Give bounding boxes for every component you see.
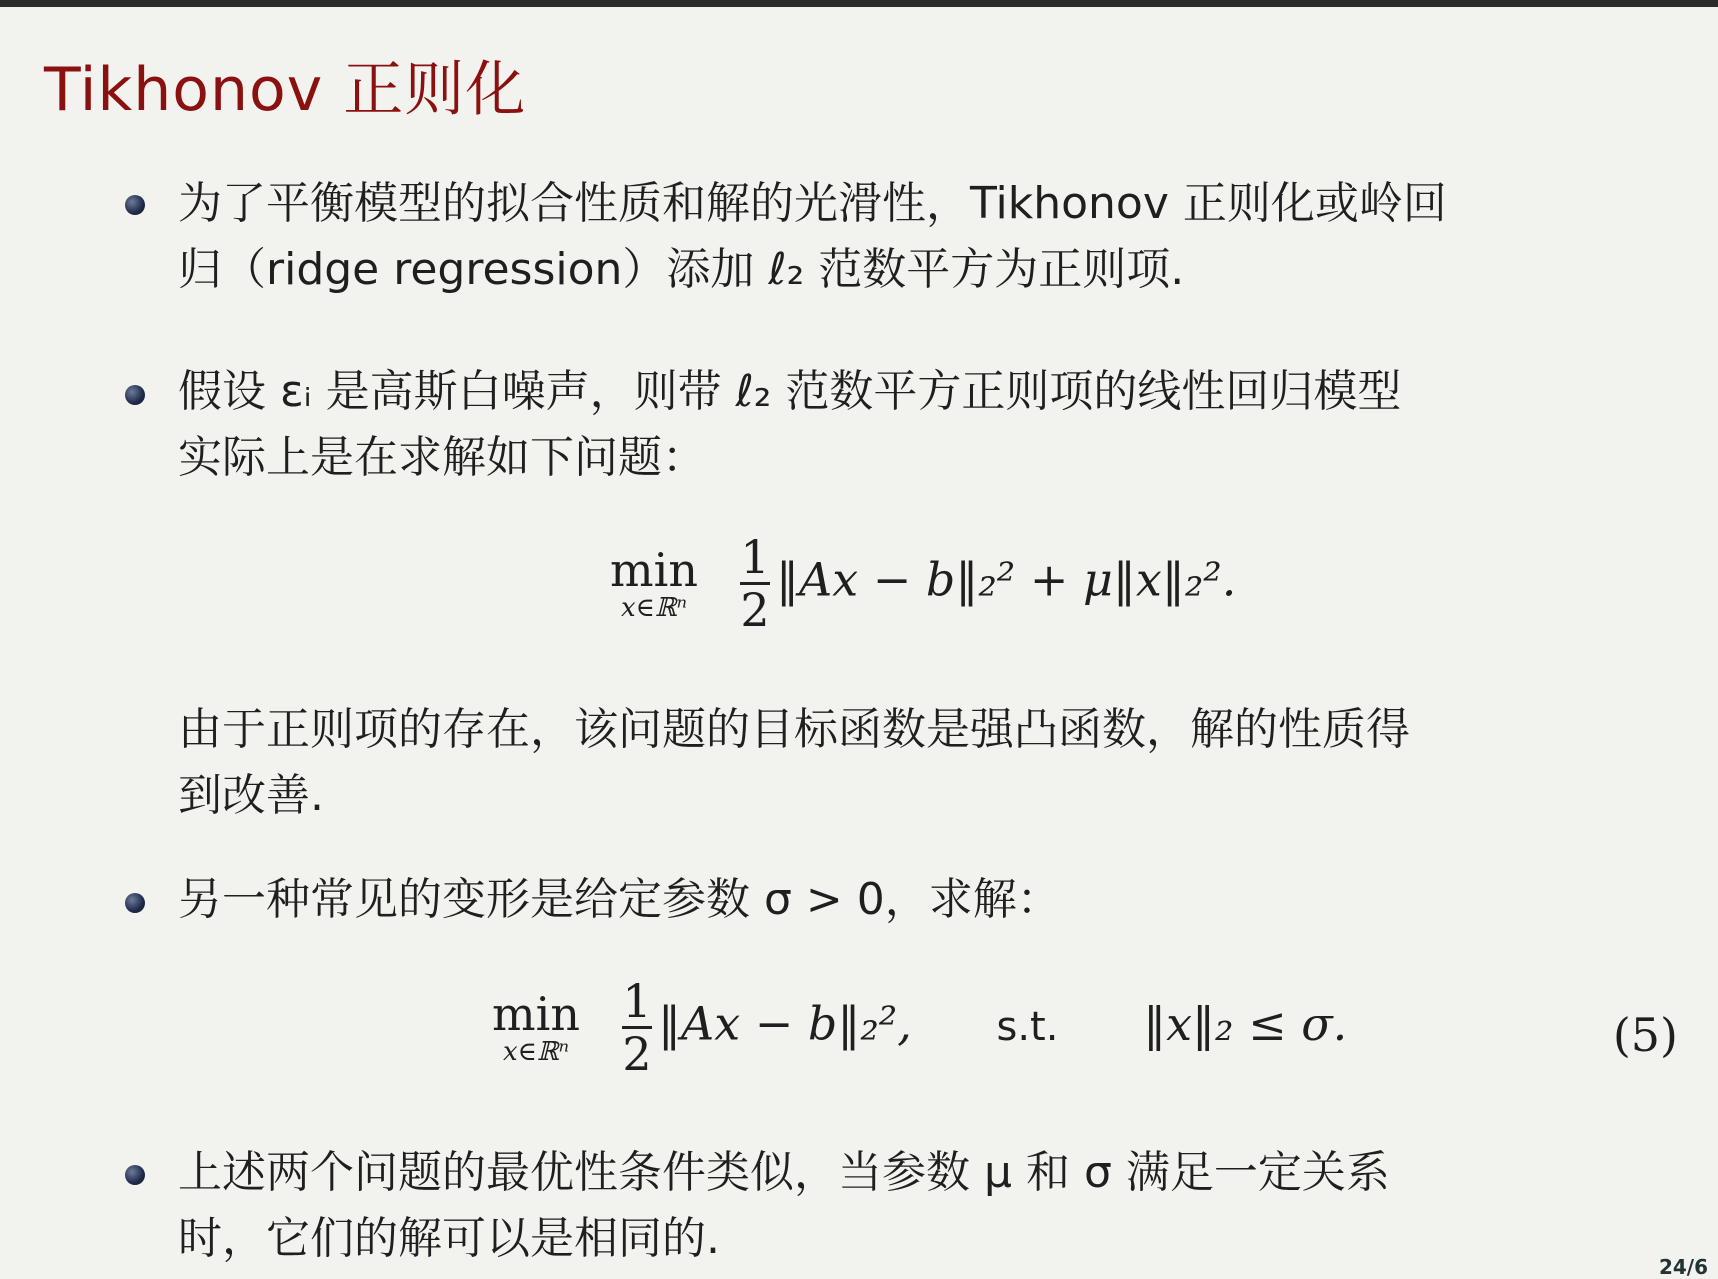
min-operator: min x∈ℝⁿ — [492, 986, 580, 1067]
bullet-4-line-1: 上述两个问题的最优性条件类似，当参数 μ 和 σ 满足一定关系 — [178, 1147, 1390, 1198]
followup-line-2: 到改善. — [178, 770, 324, 821]
bullet-3-line-1: 另一种常见的变形是给定参数 σ > 0，求解： — [178, 874, 1061, 925]
bullet-4-line-2: 时，它们的解可以是相同的. — [178, 1213, 720, 1264]
constraint: ‖x‖₂ ≤ σ. — [1143, 996, 1348, 1051]
bullet-marker — [125, 385, 145, 405]
bullet-marker — [125, 1165, 145, 1185]
fraction-half: $\frac{1}{2}$ — [622, 974, 652, 1081]
page-number: 24/6 — [1658, 1255, 1708, 1279]
bullet-marker — [125, 893, 145, 913]
bullet-marker — [125, 195, 145, 215]
slide-title: Tikhonov 正则化 — [44, 55, 527, 125]
bullet-1-line-1: 为了平衡模型的拟合性质和解的光滑性，Tikhonov 正则化或岭回 — [178, 178, 1447, 229]
top-border — [0, 0, 1718, 7]
min-operator: min x∈ℝⁿ — [610, 542, 698, 623]
followup-line-1: 由于正则项的存在，该问题的目标函数是强凸函数，解的性质得 — [178, 704, 1410, 755]
bullet-2-line-2: 实际上是在求解如下问题： — [178, 432, 706, 483]
equation-body: ‖Ax − b‖₂² + μ‖x‖₂². — [775, 552, 1237, 607]
equation-number: (5) — [1612, 1008, 1678, 1062]
subject-to-label: s.t. — [996, 1003, 1059, 1050]
equation-constrained — [492, 976, 1347, 1079]
equation-body: ‖Ax − b‖₂², — [657, 996, 912, 1051]
equation-ridge — [610, 532, 1236, 635]
bullet-1-line-2: 归（ridge regression）添加 ℓ₂ 范数平方为正则项. — [178, 244, 1185, 295]
bullet-2-line-1: 假设 εᵢ 是高斯白噪声，则带 ℓ₂ 范数平方正则项的线性回归模型 — [178, 366, 1402, 417]
fraction-half: $\frac{1}{2}$ — [740, 530, 770, 637]
